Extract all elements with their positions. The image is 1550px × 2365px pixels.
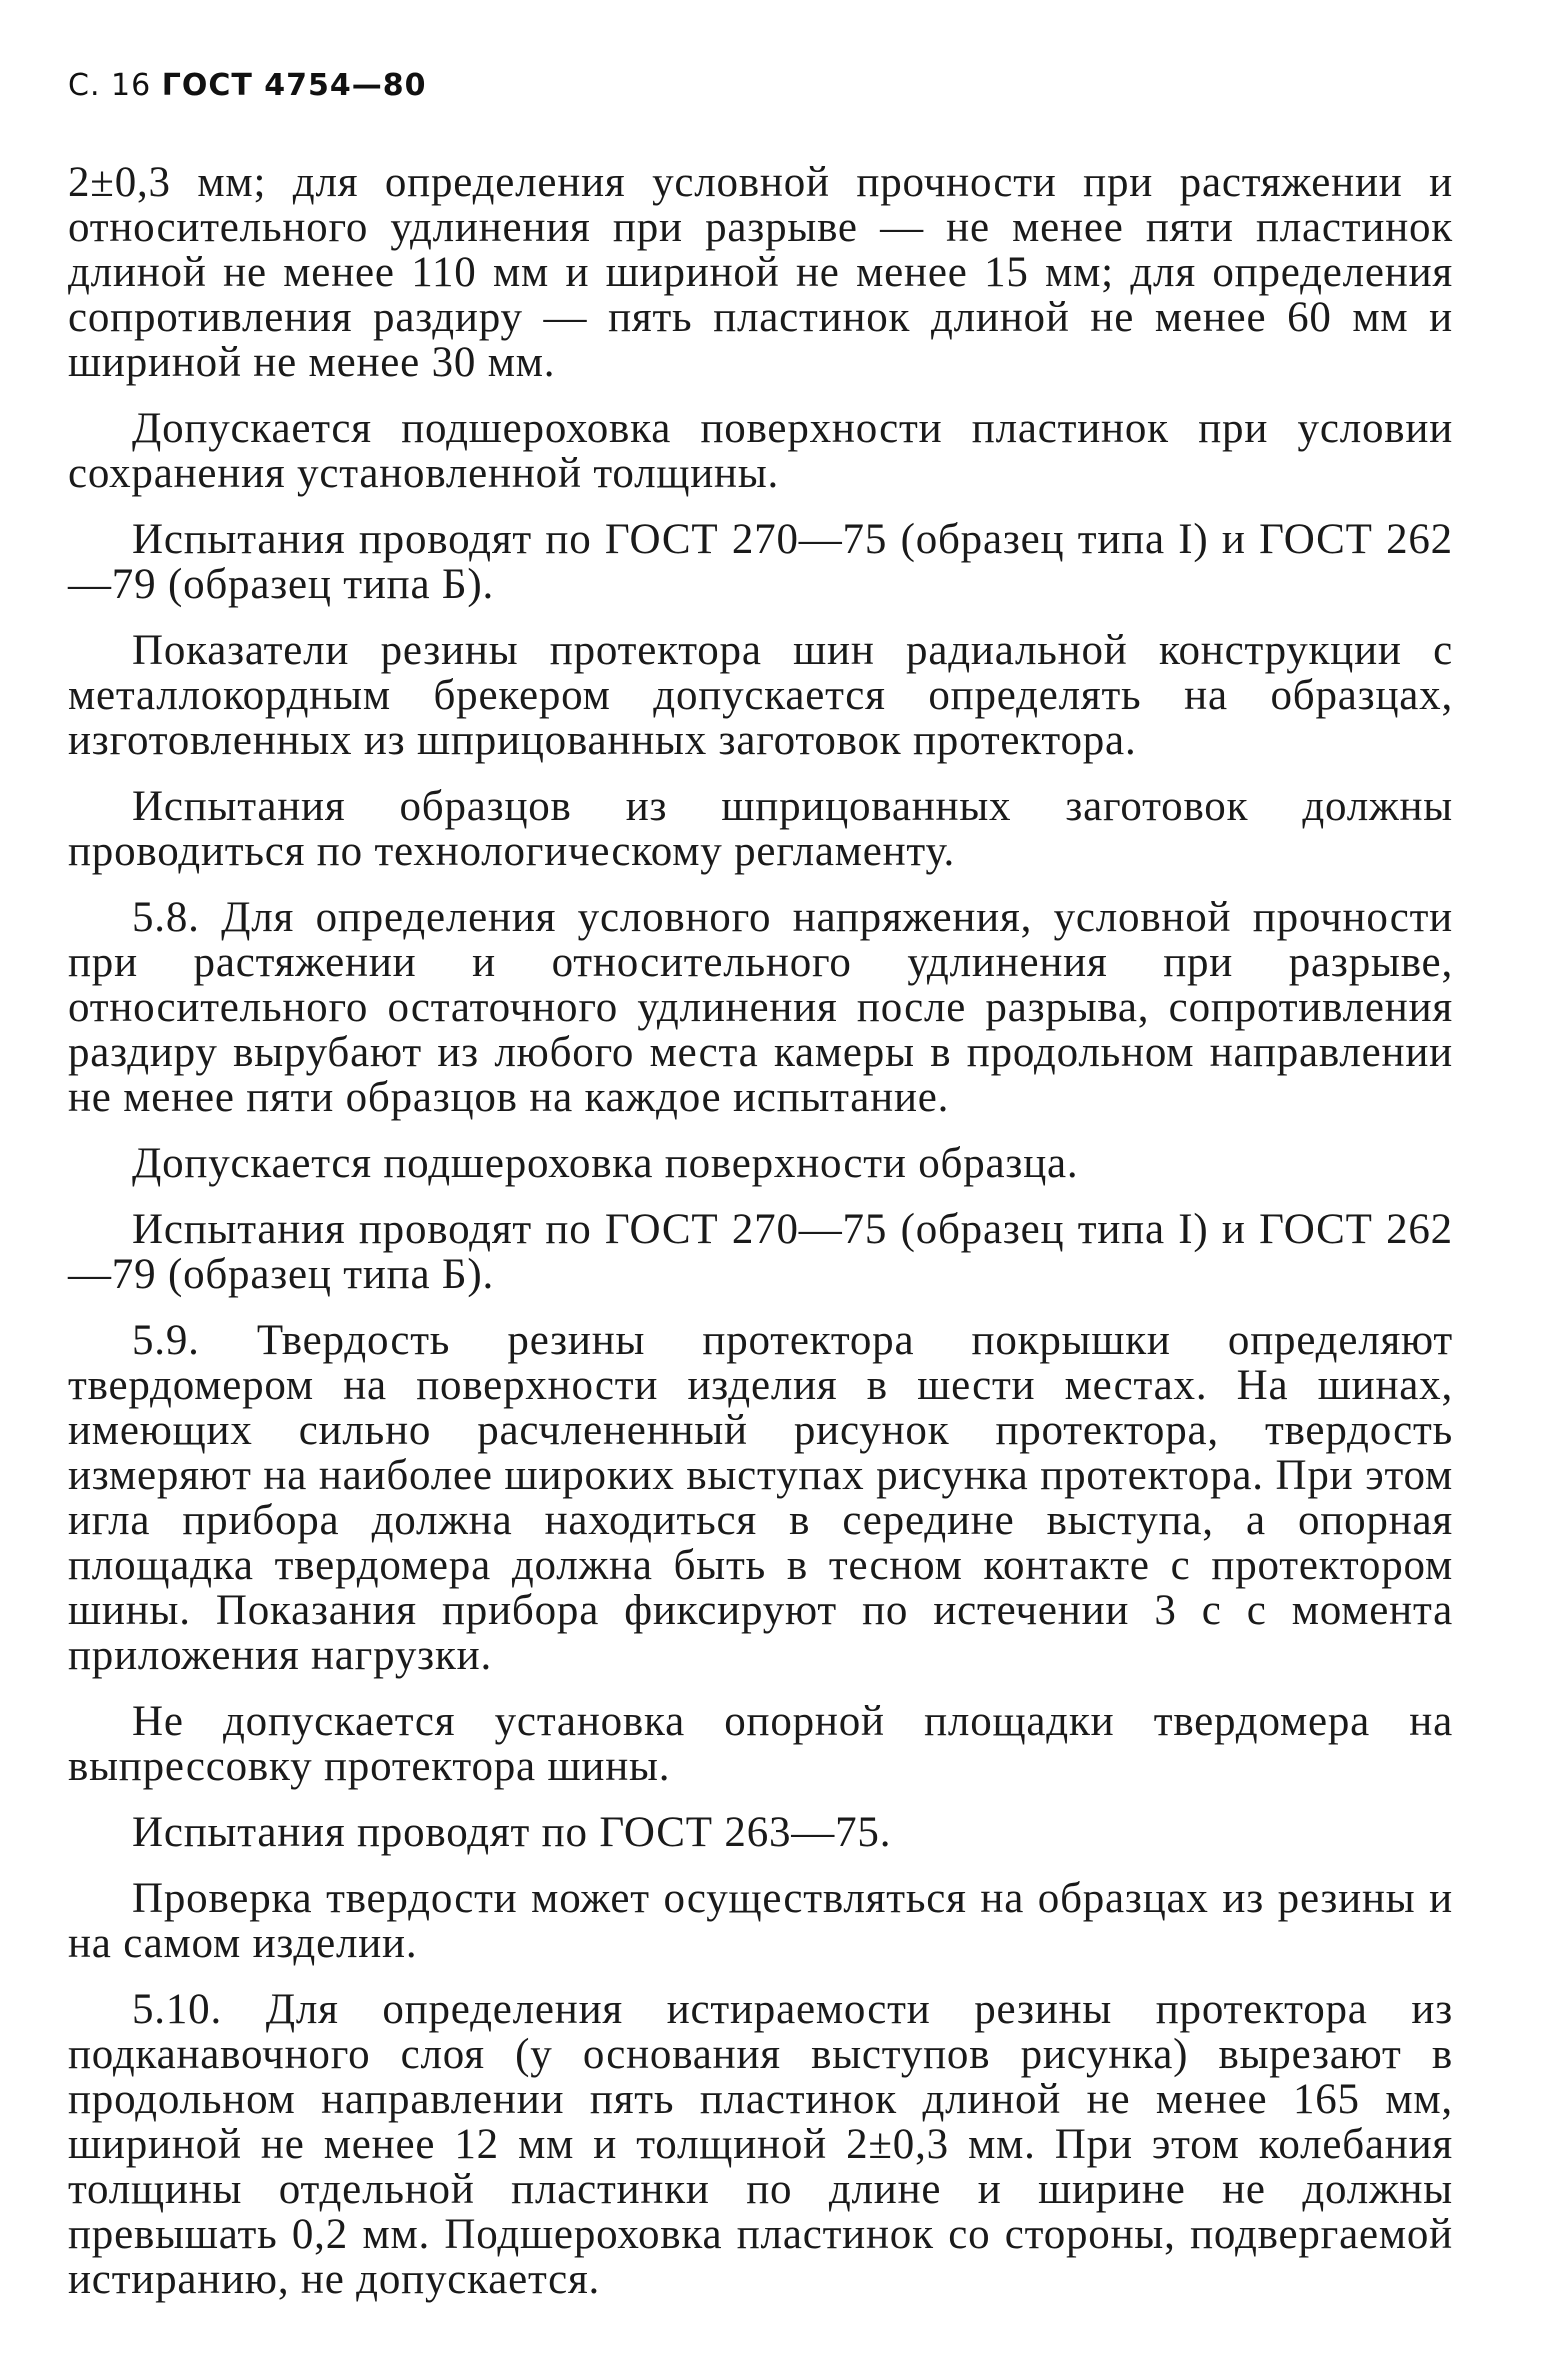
page-number: С. 16 [68,68,152,103]
paragraph-test-reference: Испытания проводят по ГОСТ 270—75 (образец типа I) и ГОСТ 262—79 (образец типа Б). [68,516,1453,608]
paragraph-hardness-check: Проверка твердости может осуществляться на образцах из резины и на самом изделии. [68,1875,1453,1967]
paragraph-sample-roughening: Допускается подшероховка поверхности образца. [132,1140,1079,1187]
paragraph-hardness-restriction: Не допускается установка опорной площадки твердомера на выпрессовку протектора шины. [68,1698,1453,1790]
paragraph-extruded-samples: Испытания образцов из шприцованных заготовок должны проводиться по технологическому регламенту. [68,783,1453,875]
paragraph-clause-5-8: 5.8. Для определения условного напряжения, условной прочности при растяжении и относительного удлинения при разрыве, относительного остаточного удлинения после разрыва, сопротивления раздиру вырубают из любого места камеры в продольном направлении не менее пяти образцов на каждое испытание. [68,894,1453,1121]
paragraph-test-reference-2: Испытания проводят по ГОСТ 270—75 (образец типа I) и ГОСТ 262—79 (образец типа Б). [68,1206,1453,1298]
paragraph-surface-roughening: Допускается подшероховка поверхности пластинок при условии сохранения установленной толщины. [68,405,1453,497]
running-header [68,68,427,103]
body-text [68,160,1453,2323]
paragraph-hardness-test-reference: Испытания проводят по ГОСТ 263—75. [132,1809,892,1856]
standard-designation: ГОСТ 4754—80 [161,68,427,103]
paragraph-radial-tire-samples: Показатели резины протектора шин радиальной конструкции с металлокордным брекером допускается определять на образцах, изготовленных из шприцованных заготовок протектора. [68,627,1453,764]
paragraph-continuation: 2±0,3 мм; для определения условной прочности при растяжении и относительного удлинения при разрыве — не менее пяти пластинок длиной не менее 110 мм и шириной не менее 15 мм; для определения сопротивления раздиру — пять пластинок длиной не менее 60 мм и шириной не менее 30 мм. [68,159,1453,386]
paragraph-clause-5-9: 5.9. Твердость резины протектора покрышки определяют твердомером на поверхности изделия в шести местах. На шинах, имеющих сильно расчлененный рисунок протектора, твердость измеряют на наиболее широких выступах рисунка протектора. При этом игла прибора должна находиться в середине выступа, а опорная площадка твердомера должна быть в тесном контакте с протектором шины. Показания прибора фиксируют по истечении 3 с с момента приложения нагрузки. [68,1317,1453,1679]
paragraph-clause-5-10: 5.10. Для определения истираемости резины протектора из подканавочного слоя (у основания выступов рисунка) вырезают в продольном направлении пять пластинок длиной не менее 165 мм, шириной не менее 12 мм и толщиной 2±0,3 мм. При этом колебания толщины отдельной пластинки по длине и ширине не должны превышать 0,2 мм. Подшероховка пластинок со стороны, подвергаемой истиранию, не допускается. [68,1986,1453,2303]
